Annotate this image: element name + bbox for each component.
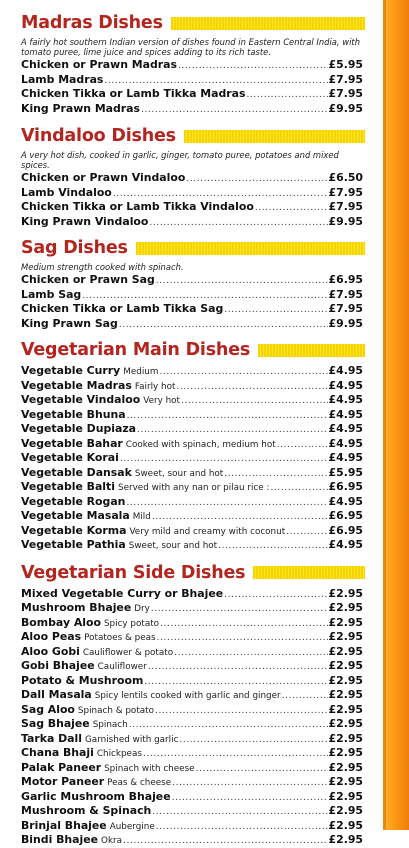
dot-leader <box>282 691 328 701</box>
item-name: Vegetable Balti <box>21 480 115 493</box>
item-name: Lamb Vindaloo <box>21 185 112 199</box>
item-price: £4.95 <box>328 451 363 464</box>
menu-item <box>21 587 363 602</box>
item-note: Okra <box>101 836 123 846</box>
dot-leader <box>119 320 328 330</box>
item-note: Spinach <box>92 720 128 730</box>
item-price: £2.95 <box>328 717 363 730</box>
item-note: Medium <box>123 367 159 377</box>
item-price: £4.95 <box>328 364 363 377</box>
menu-item <box>21 761 363 776</box>
menu-item <box>21 408 363 423</box>
menu-item <box>21 317 363 332</box>
item-price: £7.95 <box>328 185 363 199</box>
item-price: £2.95 <box>328 804 363 817</box>
menu-item <box>21 659 363 674</box>
item-name: Vegetable Masala <box>21 509 130 522</box>
menu-item <box>21 422 363 437</box>
item-name: Palak Paneer <box>21 760 102 774</box>
item-name: Vegetable Dansak <box>21 465 132 479</box>
item-note: Very mild and creamy with coconut <box>129 526 286 537</box>
item-note: Cauliflower & potato <box>82 647 174 658</box>
item-name: Vegetable Bahar <box>21 436 123 450</box>
section-title: Madras Dishes <box>21 13 163 33</box>
item-price: £6.95 <box>328 273 363 286</box>
item-note: Cooked with spinach, medium hot <box>125 439 276 450</box>
menu-item <box>21 732 363 747</box>
menu-item <box>21 288 363 303</box>
item-price: £7.95 <box>328 287 363 301</box>
item-price: £7.95 <box>328 87 363 100</box>
item-name: Chicken Tikka or Lamb Tikka Madras <box>21 87 246 100</box>
dot-leader <box>178 61 328 71</box>
item-name: Sag Bhajee <box>21 717 90 730</box>
menu-item <box>21 437 363 452</box>
menu-item <box>21 102 363 117</box>
item-price: £4.95 <box>328 378 363 392</box>
dot-leader <box>159 367 327 377</box>
menu-item <box>21 717 363 732</box>
item-price: £9.95 <box>328 214 363 228</box>
section-title: Sag Dishes <box>21 238 128 258</box>
dot-leader <box>129 720 328 730</box>
menu-item <box>21 674 363 689</box>
item-price: £2.95 <box>328 775 363 788</box>
item-price: £2.95 <box>328 615 363 629</box>
item-name: Vegetable Vindaloo <box>21 393 141 406</box>
section-title-bar <box>258 344 365 357</box>
item-name: Vegetable Dupiaza <box>21 422 137 435</box>
dot-leader <box>151 604 328 614</box>
menu-item <box>21 466 363 481</box>
dot-leader <box>141 105 328 115</box>
menu-item <box>21 58 363 73</box>
section-header <box>21 123 363 149</box>
item-price: £5.95 <box>328 58 363 71</box>
section-description: Medium strength cooked with spinach. <box>21 262 184 272</box>
dot-leader <box>176 382 327 392</box>
item-name: Dall Masala <box>21 688 92 701</box>
dot-leader <box>152 807 327 817</box>
menu-item <box>21 87 363 102</box>
item-name: Bombay Aloo <box>21 615 101 629</box>
dot-leader <box>137 425 328 435</box>
item-note: Sweet, sour and hot <box>128 541 218 551</box>
item-note: Potatoes & peas <box>84 633 156 643</box>
dot-leader <box>120 454 328 464</box>
dot-leader <box>255 203 328 213</box>
menu-item-list <box>21 364 363 553</box>
item-name: Vegetable Korai <box>21 451 119 464</box>
dot-leader <box>218 541 327 551</box>
item-price: £9.95 <box>328 316 363 330</box>
dot-leader <box>82 291 327 301</box>
dot-leader <box>155 706 328 716</box>
menu-item <box>21 616 363 631</box>
item-price: £7.95 <box>328 72 363 86</box>
item-name: Potato & Mushroom <box>21 673 144 687</box>
item-note: Spicy potato <box>103 618 160 629</box>
item-price: £2.95 <box>328 673 363 687</box>
item-note: Spicy lentils cooked with garlic and ginger <box>94 691 281 701</box>
dot-leader <box>149 218 327 228</box>
dot-leader <box>186 174 327 184</box>
dot-leader <box>156 276 328 286</box>
item-price: £2.95 <box>328 601 363 614</box>
item-name: Sag Aloo <box>21 702 75 716</box>
item-price: £5.95 <box>328 465 363 479</box>
item-note: Spinach with cheese <box>104 763 195 774</box>
section-title: Vindaloo Dishes <box>21 126 176 146</box>
menu-page <box>21 10 363 848</box>
menu-item <box>21 601 363 616</box>
item-name: Lamb Madras <box>21 72 104 86</box>
item-price: £2.95 <box>328 731 363 745</box>
dot-leader <box>224 305 327 315</box>
dot-leader <box>174 648 327 658</box>
item-price: £7.95 <box>328 302 363 315</box>
dot-leader <box>172 793 328 803</box>
menu-item <box>21 480 363 495</box>
item-price: £2.95 <box>328 789 363 803</box>
dot-leader <box>127 411 328 421</box>
menu-section <box>21 235 363 331</box>
menu-item <box>21 393 363 408</box>
item-name: Garlic Mushroom Bhajee <box>21 789 171 803</box>
menu-item <box>21 302 363 317</box>
section-header <box>21 10 363 36</box>
item-note: Very hot <box>143 396 181 406</box>
menu-item <box>21 186 363 201</box>
section-title: Vegetarian Side Dishes <box>21 562 246 583</box>
section-description: A very hot dish, cooked in garlic, ginger, tomato puree, potatoes and mixed spices. <box>21 150 339 170</box>
item-name: Mixed Vegetable Curry or Bhajee <box>21 586 224 600</box>
dot-leader <box>156 822 328 832</box>
menu-item <box>21 688 363 703</box>
item-note: Spinach & potato <box>77 705 154 716</box>
item-note: Sweet, sour and hot <box>134 468 224 479</box>
dot-leader <box>148 662 328 672</box>
item-note: Served with any nan or pilau rice : <box>117 483 270 493</box>
item-price: £2.95 <box>328 630 363 643</box>
dot-leader <box>152 512 328 522</box>
section-header <box>21 337 363 363</box>
section-title: Vegetarian Main Dishes <box>21 340 251 360</box>
section-title-bar <box>171 17 365 30</box>
dot-leader <box>126 498 327 508</box>
item-price: £7.95 <box>328 200 363 213</box>
item-note: Fairly hot <box>134 381 176 392</box>
menu-item <box>21 524 363 539</box>
item-name: Chicken Tikka or Lamb Tikka Vindaloo <box>21 200 254 213</box>
menu-item-list <box>21 273 363 331</box>
item-name: Aloo Peas <box>21 630 82 643</box>
item-name: Lamb Sag <box>21 287 82 301</box>
section-description: A fairly hot southern Indian version of dishes found in Eastern Central India, with tomato puree, lime juice and spices adding to its rich taste. <box>21 37 361 57</box>
dot-leader <box>286 527 327 537</box>
item-price: £4.95 <box>328 494 363 508</box>
menu-item <box>21 379 363 394</box>
menu-item-list <box>21 58 363 116</box>
menu-item <box>21 495 363 510</box>
item-note: Cauliflower <box>97 662 147 672</box>
item-note: Peas & cheese <box>107 778 172 788</box>
item-name: Mushroom Bhajee <box>21 601 132 614</box>
item-name: Chicken or Prawn Sag <box>21 273 155 286</box>
menu-section <box>21 10 363 116</box>
dot-leader <box>181 396 328 406</box>
dot-leader <box>270 483 327 493</box>
item-name: Vegetable Bhuna <box>21 407 126 421</box>
item-name: King Prawn Sag <box>21 316 118 330</box>
section-header <box>21 560 363 586</box>
menu-item <box>21 804 363 819</box>
dot-leader <box>172 778 327 788</box>
menu-item <box>21 630 363 645</box>
dot-leader <box>157 633 328 643</box>
item-name: Chicken Tikka or Lamb Tikka Sag <box>21 302 224 315</box>
menu-section <box>21 560 363 848</box>
item-note: Chickpeas <box>96 749 142 759</box>
item-price: £2.95 <box>328 659 363 672</box>
dot-leader <box>179 735 327 745</box>
item-name: Bindi Bhajee <box>21 833 99 846</box>
section-title-bar <box>253 566 365 579</box>
item-price: £2.95 <box>328 818 363 832</box>
menu-item <box>21 273 363 288</box>
item-name: Mushroom & Spinach <box>21 804 152 817</box>
item-note: Dry <box>134 604 150 614</box>
item-name: Vegetable Pathia <box>21 538 126 551</box>
item-name: Vegetable Rogan <box>21 494 126 508</box>
dot-leader <box>113 189 328 199</box>
item-price: £6.95 <box>328 509 363 522</box>
menu-item <box>21 73 363 88</box>
item-price: £2.95 <box>328 702 363 716</box>
menu-item <box>21 819 363 834</box>
item-name: Aloo Gobi <box>21 644 80 658</box>
item-price: £4.95 <box>328 422 363 435</box>
item-note: Garnished with garlic <box>84 734 179 745</box>
item-name: King Prawn Vindaloo <box>21 214 149 228</box>
item-name: Chicken or Prawn Vindaloo <box>21 171 186 184</box>
item-price: £9.95 <box>328 101 363 115</box>
dot-leader <box>224 469 327 479</box>
item-price: £2.95 <box>328 688 363 701</box>
item-price: £2.95 <box>328 644 363 658</box>
orange-border-strip <box>383 0 409 830</box>
item-name: Brinjal Bhajee <box>21 818 107 832</box>
item-price: £4.95 <box>328 436 363 450</box>
section-header <box>21 235 363 261</box>
dot-leader <box>104 76 327 86</box>
menu-item <box>21 215 363 230</box>
item-price: £6.50 <box>328 171 363 184</box>
item-note: Aubergine <box>109 821 155 832</box>
section-title-bar <box>184 130 365 143</box>
menu-item-list <box>21 587 363 848</box>
menu-item <box>21 451 363 466</box>
item-note: Mild <box>132 512 151 522</box>
item-name: Gobi Bhajee <box>21 659 95 672</box>
item-price: £2.95 <box>328 760 363 774</box>
item-price: £4.95 <box>328 393 363 406</box>
menu-item <box>21 364 363 379</box>
menu-item-list <box>21 171 363 229</box>
menu-section <box>21 337 363 553</box>
dot-leader <box>143 749 328 759</box>
menu-item <box>21 790 363 805</box>
dot-leader <box>123 836 327 846</box>
menu-item <box>21 746 363 761</box>
menu-item <box>21 775 363 790</box>
menu-item <box>21 509 363 524</box>
item-name: Chicken or Prawn Madras <box>21 58 177 71</box>
dot-leader <box>277 440 328 450</box>
dot-leader <box>160 619 327 629</box>
item-name: Vegetable Curry <box>21 364 121 377</box>
item-name: Tarka Dall <box>21 731 82 745</box>
menu-item <box>21 538 363 553</box>
item-price: £4.95 <box>328 538 363 551</box>
item-price: £4.95 <box>328 407 363 421</box>
item-name: Motor Paneer <box>21 775 105 788</box>
menu-item <box>21 645 363 660</box>
item-price: £2.95 <box>328 746 363 759</box>
dot-leader <box>196 764 328 774</box>
item-price: £2.95 <box>328 586 363 600</box>
dot-leader <box>246 90 327 100</box>
menu-item <box>21 833 363 848</box>
menu-item <box>21 171 363 186</box>
section-title-bar <box>136 242 365 255</box>
item-name: Vegetable Korma <box>21 523 127 537</box>
item-price: £6.95 <box>328 523 363 537</box>
menu-item <box>21 200 363 215</box>
dot-leader <box>144 677 327 687</box>
dot-leader <box>224 590 327 600</box>
item-name: Vegetable Madras <box>21 378 132 392</box>
item-name: King Prawn Madras <box>21 101 141 115</box>
item-price: £2.95 <box>328 833 363 846</box>
menu-section <box>21 123 363 229</box>
menu-item <box>21 703 363 718</box>
item-price: £6.95 <box>328 480 363 493</box>
item-name: Chana Bhaji <box>21 746 94 759</box>
